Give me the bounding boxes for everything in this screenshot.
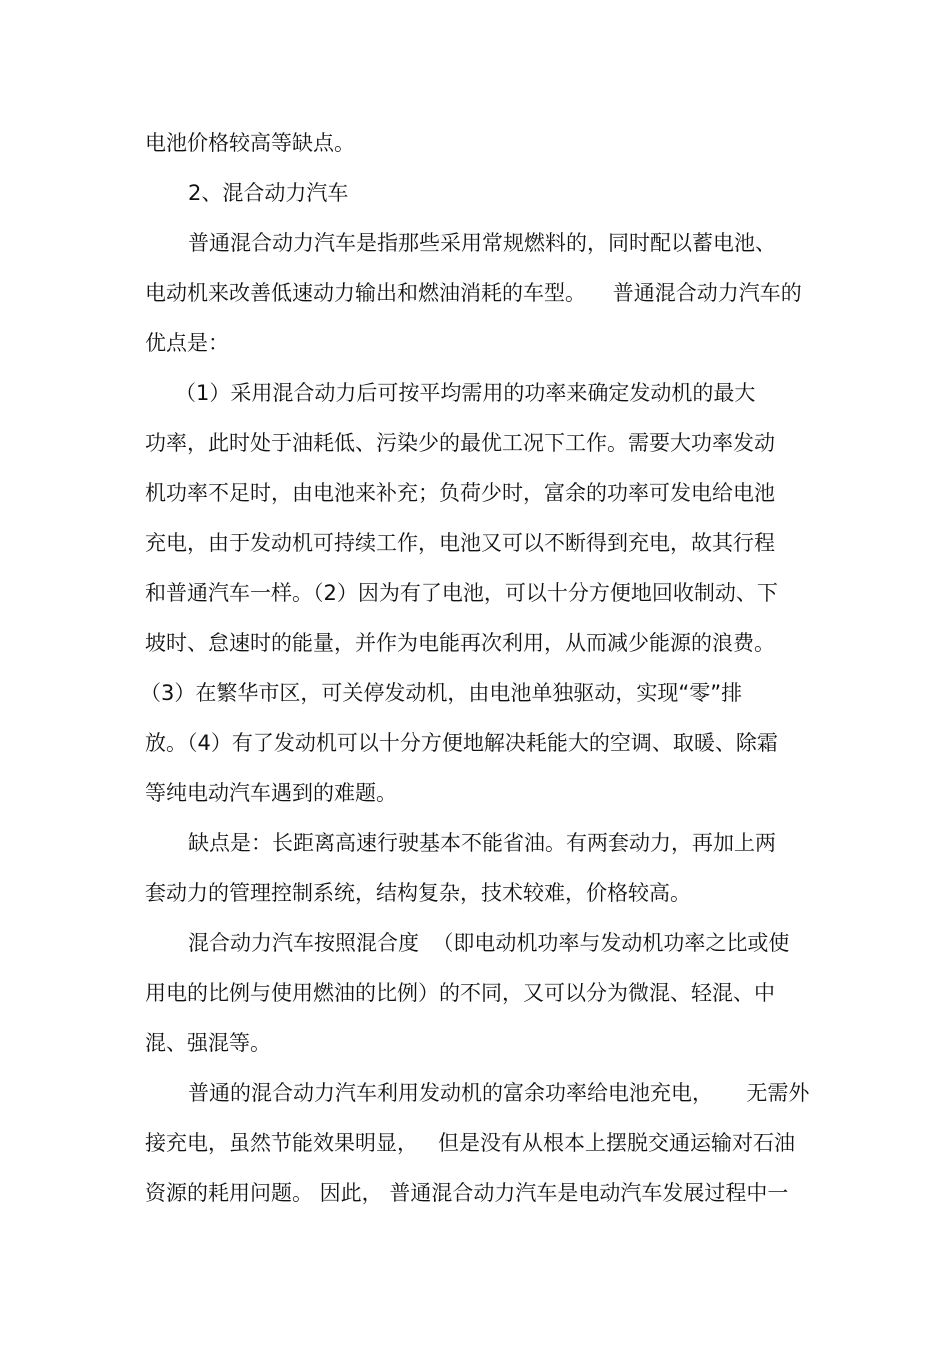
body-line: 和普通汽车一样。（2）因为有了电池，可以十分方便地回收制动、下: [145, 581, 778, 605]
body-line: 混、强混等。: [145, 1031, 271, 1055]
body-line: 资源的耗用问题。 因此， 普通混合动力汽车是电动汽车发展过程中一: [145, 1181, 789, 1205]
body-line: 混合动力汽车按照混合度 （即电动机功率与发动机功率之比或使: [188, 931, 790, 955]
body-line: 普通的混合动力汽车利用发动机的富余功率给电池充电， 无需外: [188, 1081, 810, 1105]
body-line: 优点是：: [145, 331, 229, 355]
body-line: 放。（4）有了发动机可以十分方便地解决耗能大的空调、取暖、除霜: [145, 731, 778, 755]
body-line: 缺点是：长距离高速行驶基本不能省油。有两套动力，再加上两: [188, 831, 776, 855]
body-line: 用电的比例与使用燃油的比例）的不同，又可以分为微混、轻混、中: [145, 981, 775, 1005]
body-line: 等纯电动汽车遇到的难题。: [145, 781, 397, 805]
body-line: （3）在繁华市区，可关停发动机，由电池单独驱动，实现“零”排: [140, 681, 743, 705]
body-line: 接充电，虽然节能效果明显， 但是没有从根本上摆脱交通运输对石油: [145, 1131, 796, 1155]
body-line: 充电，由于发动机可持续工作，电池又可以不断得到充电，故其行程: [145, 531, 775, 555]
body-line: 坡时、怠速时的能量，并作为电能再次利用，从而减少能源的浪费。: [145, 631, 775, 655]
body-line: 电动机来改善低速动力输出和燃油消耗的车型。 普通混合动力汽车的: [145, 281, 802, 305]
section-heading: 2、混合动力汽车: [188, 181, 349, 205]
body-line: 机功率不足时，由电池来补充；负荷少时，富余的功率可发电给电池: [145, 481, 775, 505]
body-line: 功率，此时处于油耗低、污染少的最优工况下工作。需要大功率发动: [145, 431, 775, 455]
body-line: 普通混合动力汽车是指那些采用常规燃料的，同时配以蓄电池、: [188, 231, 776, 255]
body-line: 套动力的管理控制系统，结构复杂，技术较难，价格较高。: [145, 881, 691, 905]
body-line: （1）采用混合动力后可按平均需用的功率来确定发动机的最大: [175, 381, 756, 405]
body-line: 电池价格较高等缺点。: [145, 131, 355, 155]
